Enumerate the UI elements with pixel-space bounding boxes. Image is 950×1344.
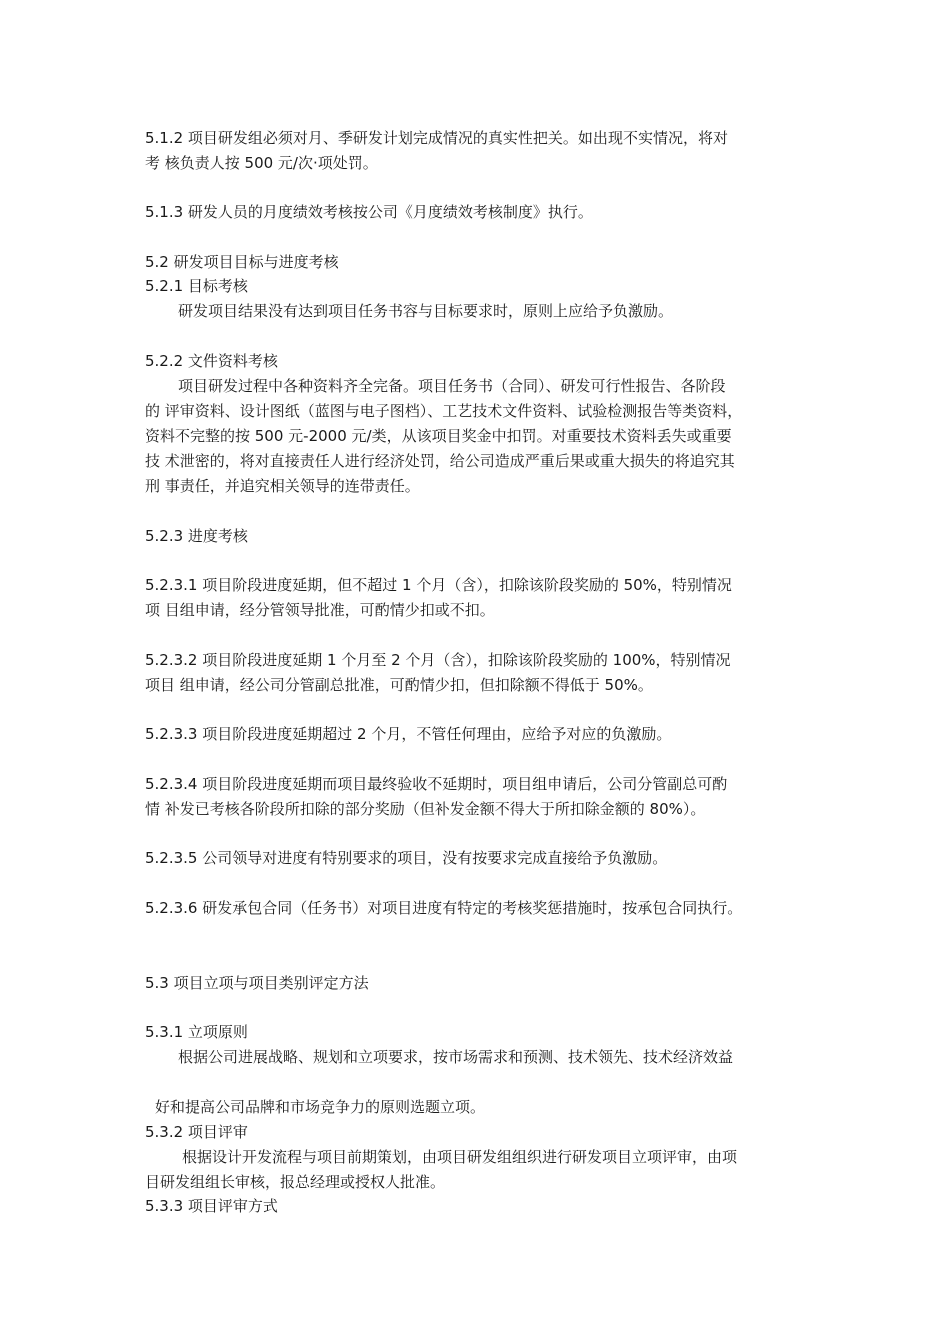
paragraph-5-2-2-line-2: 的 评审资料、设计图纸（蓝图与电子图档）、工艺技术文件资料、试验检测报告等类资料，: [145, 402, 743, 420]
paragraph-5-1-3: 5.1.3 研发人员的月度绩效考核按公司《月度绩效考核制度》执行。: [145, 203, 593, 221]
heading-5-3-1: 5.3.1 立项原则: [145, 1023, 248, 1041]
paragraph-5-2-3-4-line-2: 情 补发已考核各阶段所扣除的部分奖励（但补发金额不得大于所扣除金额的 80%）。: [145, 800, 706, 818]
paragraph-5-1-2-line-1: 5.1.2 项目研发组必须对月、季研发计划完成情况的真实性把关。如出现不实情况，将对: [145, 129, 728, 147]
paragraph-5-2-2-line-1: 项目研发过程中各种资料齐全完备。项目任务书（合同）、研发可行性报告、各阶段: [178, 377, 726, 395]
paragraph-5-2-3-2-line-1: 5.2.3.2 项目阶段进度延期 1 个月至 2 个月（含），扣除该阶段奖励的 100%，特别情况: [145, 651, 731, 669]
paragraph-5-2-2-line-3: 资料不完整的按 500 元-2000 元/类，从该项目奖金中扣罚。对重要技术资料丢失或重要: [145, 427, 732, 445]
paragraph-5-2-3-1-line-1: 5.2.3.1 项目阶段进度延期，但不超过 1 个月（含），扣除该阶段奖励的 50%，特别情况: [145, 576, 732, 594]
paragraph-5-3-1-line-1: 根据公司进展战略、规划和立项要求，按市场需求和预测、技术领先、技术经济效益: [178, 1048, 734, 1066]
paragraph-5-2-3-2-line-2: 项目 组申请，经公司分管副总批准，可酌情少扣，但扣除额不得低于 50%。: [145, 676, 653, 694]
paragraph-5-3-1-line-2: 好和提高公司品牌和市场竞争力的原则选题立项。: [155, 1098, 486, 1116]
paragraph-5-1-2-line-2: 考 核负责人按 500 元/次·项处罚。: [145, 154, 378, 172]
paragraph-5-3-2-line-2: 目研发组组长审核，报总经理或授权人批准。: [145, 1173, 446, 1191]
heading-5-3-3: 5.3.3 项目评审方式: [145, 1197, 278, 1215]
paragraph-5-3-2-line-1: 根据设计开发流程与项目前期策划，由项目研发组组织进行研发项目立项评审，由项: [182, 1148, 738, 1166]
heading-5-2-3: 5.2.3 进度考核: [145, 527, 248, 545]
paragraph-5-2-1: 研发项目结果没有达到项目任务书容与目标要求时，原则上应给予负激励。: [178, 302, 674, 320]
paragraph-5-2-2-line-4: 技 术泄密的，将对直接责任人进行经济处罚，给公司造成严重后果或重大损失的将追究其: [145, 452, 735, 470]
heading-5-2-1: 5.2.1 目标考核: [145, 277, 248, 295]
paragraph-5-2-3-6: 5.2.3.6 研发承包合同（任务书）对项目进度有特定的考核奖惩措施时，按承包合同执行。: [145, 899, 743, 917]
paragraph-5-2-2-line-5: 刑 事责任，并追究相关领导的连带责任。: [145, 477, 420, 495]
paragraph-5-2-3-5: 5.2.3.5 公司领导对进度有特别要求的项目，没有按要求完成直接给予负激励。: [145, 849, 668, 867]
heading-5-2-2: 5.2.2 文件资料考核: [145, 352, 278, 370]
paragraph-5-2-3-3: 5.2.3.3 项目阶段进度延期超过 2 个月，不管任何理由，应给予对应的负激励。: [145, 725, 672, 743]
paragraph-5-2-3-1-line-2: 项 目组申请，经分管领导批准，可酌情少扣或不扣。: [145, 601, 495, 619]
heading-5-3: 5.3 项目立项与项目类别评定方法: [145, 974, 369, 992]
heading-5-3-2: 5.3.2 项目评审: [145, 1123, 248, 1141]
paragraph-5-2-3-4-line-1: 5.2.3.4 项目阶段进度延期而项目最终验收不延期时，项目组申请后，公司分管副总可酌: [145, 775, 728, 793]
heading-5-2: 5.2 研发项目目标与进度考核: [145, 253, 339, 271]
